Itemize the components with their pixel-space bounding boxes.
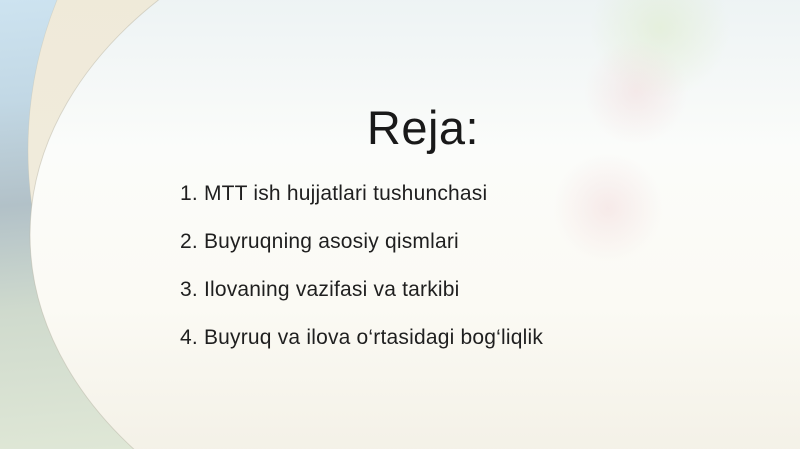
list-item: 2. Buyruqning asosiy qismlari [180,230,459,253]
list-item: 3. Ilovaning vazifasi va tarkibi [180,278,460,301]
slide-title: Reja: [366,101,480,154]
plan-list [180,180,760,372]
list-item: 1. MTT ish hujjatlari tushunchasi [180,182,488,205]
list-item: 4. Buyruq va ilova o‘rtasidagi bog‘liqlik [180,326,544,349]
